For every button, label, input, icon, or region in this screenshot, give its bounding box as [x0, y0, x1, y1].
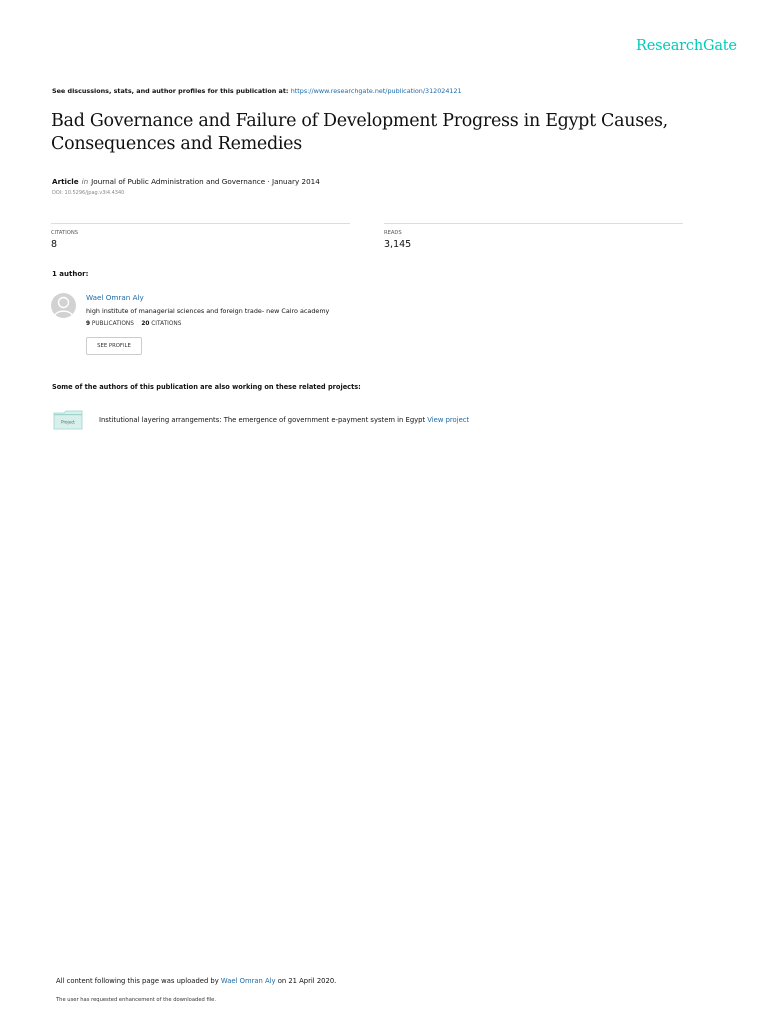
publication-link[interactable]: https://www.researchgate.net/publication/312024121: [290, 87, 462, 95]
journal-date: Journal of Public Administration and Governance · January 2014: [91, 177, 320, 186]
author-institution: high institute of managerial sciences and foreign trade- new Cairo academy: [86, 307, 330, 315]
publications-count: 9: [86, 321, 91, 327]
see-profile-button[interactable]: SEE PROFILE: [86, 337, 142, 355]
publication-title: Bad Governance and Failure of Development Progress in Egypt Causes, Consequences and Remedies: [51, 111, 668, 154]
author-citations-count: 20: [141, 321, 150, 327]
reads-label: READS: [384, 230, 402, 236]
publication-type: Article: [52, 177, 79, 186]
reads-divider: [384, 223, 683, 224]
uploader-link[interactable]: Wael Omran Aly: [220, 977, 276, 985]
citations-value: 8: [51, 239, 58, 250]
related-projects-heading: Some of the authors of this publication are also working on these related projects:: [52, 383, 361, 391]
project-icon-label: Project: [61, 419, 75, 425]
upload-prefix: All content following this page was uploaded by: [56, 977, 221, 985]
author-stats: [86, 321, 181, 327]
publication-intro: [52, 87, 462, 95]
authors-heading: 1 author:: [52, 270, 89, 278]
upload-notice: [56, 977, 336, 985]
reads-value: 3,145: [384, 239, 412, 250]
researchgate-logo[interactable]: ResearchGate: [636, 38, 737, 54]
enhancement-notice: The user has requested enhancement of the downloaded file.: [56, 997, 217, 1003]
project-entry: [99, 416, 469, 424]
citations-divider: [51, 223, 350, 224]
citations-label: CITATIONS: [51, 230, 79, 236]
intro-text: See discussions, stats, and author profiles for this publication at:: [52, 87, 291, 95]
folder-icon: [53, 410, 83, 430]
author-citations-label: CITATIONS: [151, 321, 182, 327]
in-label: in: [81, 177, 89, 186]
publication-doi: DOI: 10.5296/jpag.v3i4.4340: [52, 190, 125, 196]
upload-suffix: on 21 April 2020.: [275, 977, 337, 985]
publications-label: PUBLICATIONS: [91, 321, 134, 327]
view-project-link[interactable]: View project: [427, 416, 470, 424]
user-silhouette-icon[interactable]: [51, 293, 76, 318]
project-title: Institutional layering arrangements: The emergence of government e-payment system in Egypt: [99, 416, 428, 424]
publication-meta: [52, 177, 320, 186]
author-name-link[interactable]: Wael Omran Aly: [86, 293, 144, 302]
